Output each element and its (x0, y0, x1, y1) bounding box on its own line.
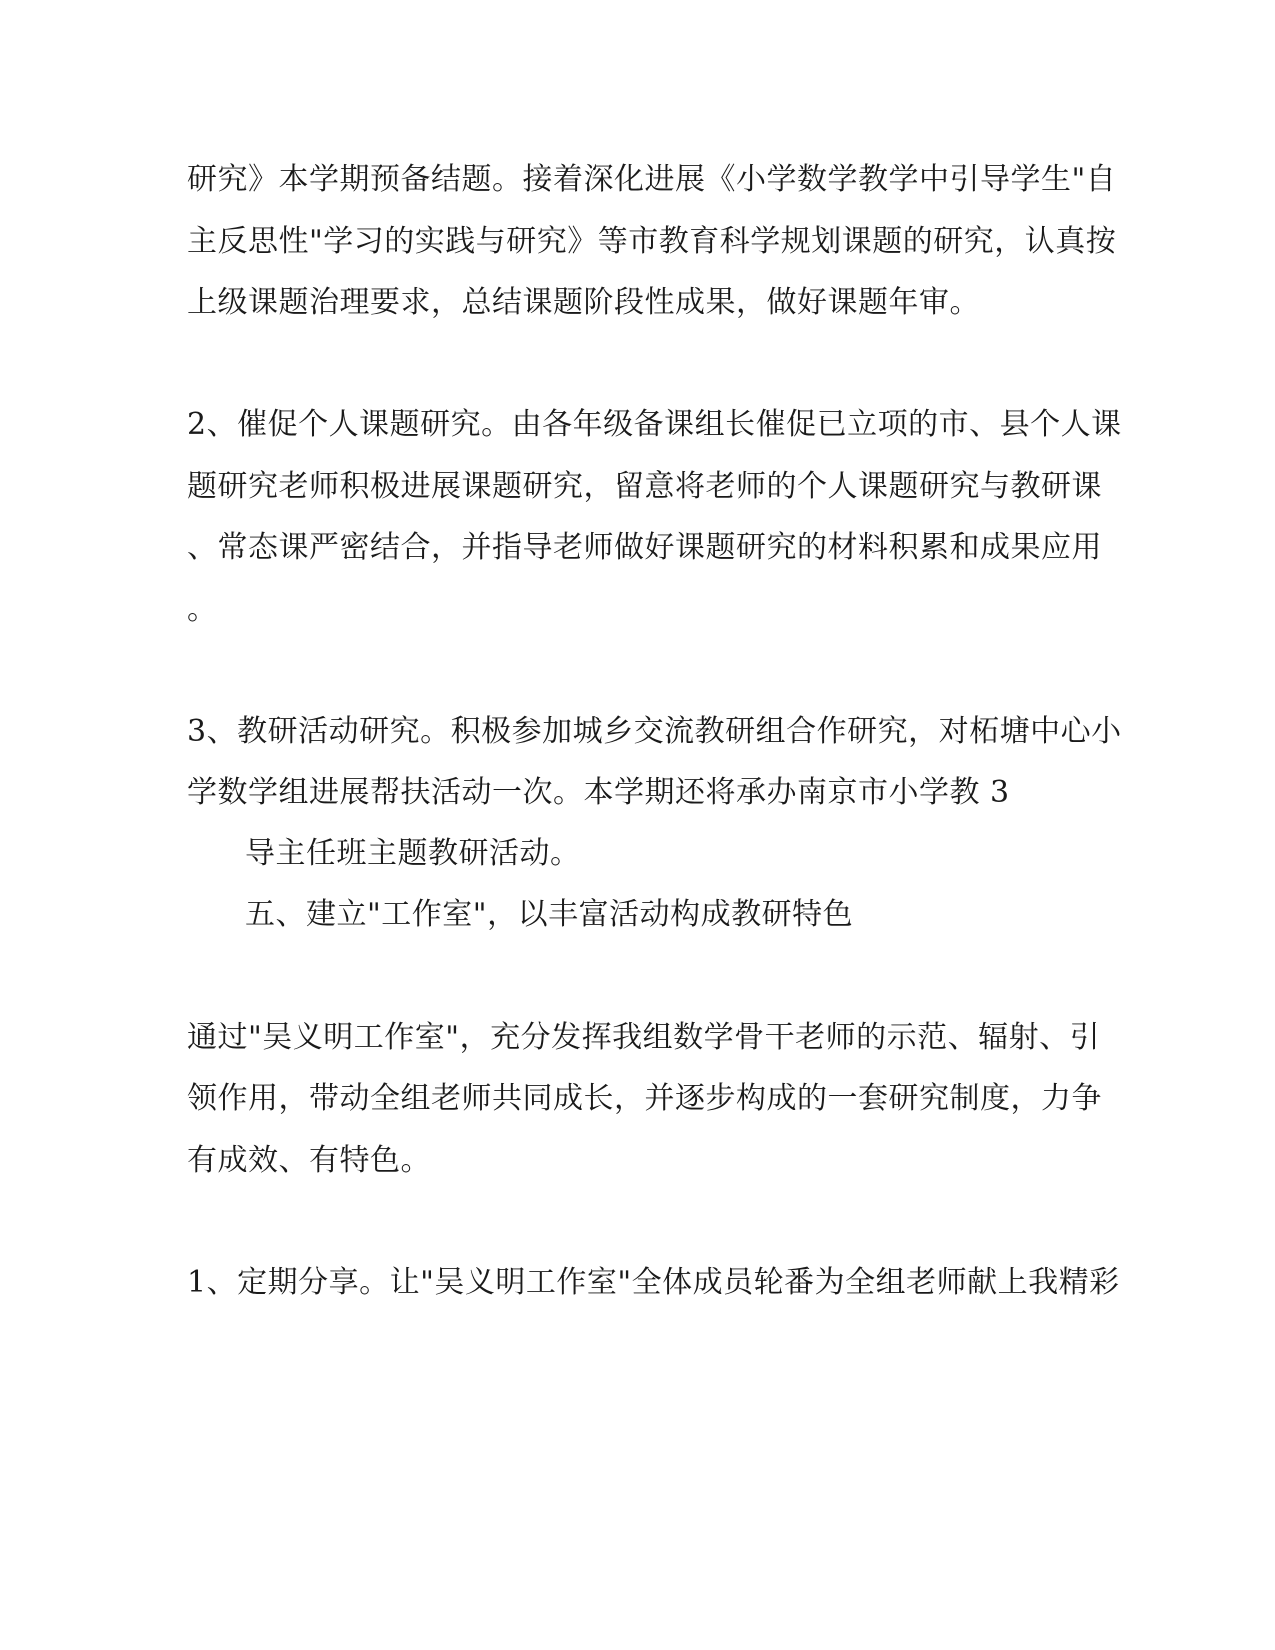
text-line: 2、催促个人课题研究。由各年级备课组长催促已立项的市、县个人课 (187, 407, 1122, 442)
section-heading: 五、建立"工作室"，以丰富活动构成教研特色 (245, 897, 854, 932)
text-line: 主反思性"学习的实践与研究》等市教育科学规划课题的研究，认真按 (187, 224, 1117, 259)
text-line: 有成效、有特色。 (187, 1143, 431, 1178)
text-line: 上级课题治理要求，总结课题阶段性成果，做好课题年审。 (187, 285, 980, 320)
text-line: 通过"吴义明工作室"，充分发挥我组数学骨干老师的示范、辐射、引 (187, 1020, 1101, 1055)
text-line: 导主任班主题教研活动。 (245, 836, 581, 871)
text-line: 。 (187, 592, 218, 627)
text-line: 研究》本学期预备结题。接着深化进展《小学数学教学中引导学生"自 (187, 162, 1117, 197)
text-line: 领作用，带动全组老师共同成长，并逐步构成的一套研究制度，力争 (187, 1081, 1102, 1116)
text-line: 题研究老师积极进展课题研究，留意将老师的个人课题研究与教研课 (187, 469, 1102, 504)
text-line: 3、教研活动研究。积极参加城乡交流教研组合作研究，对柘塘中心小 (187, 714, 1122, 749)
text-line: 、常态课严密结合，并指导老师做好课题研究的材料积累和成果应用 (187, 530, 1102, 565)
text-line: 1、定期分享。让"吴义明工作室"全体成员轮番为全组老师献上我精彩 (187, 1265, 1120, 1300)
text-line: 学数学组进展帮扶活动一次。本学期还将承办南京市小学教 3 (187, 775, 1010, 810)
